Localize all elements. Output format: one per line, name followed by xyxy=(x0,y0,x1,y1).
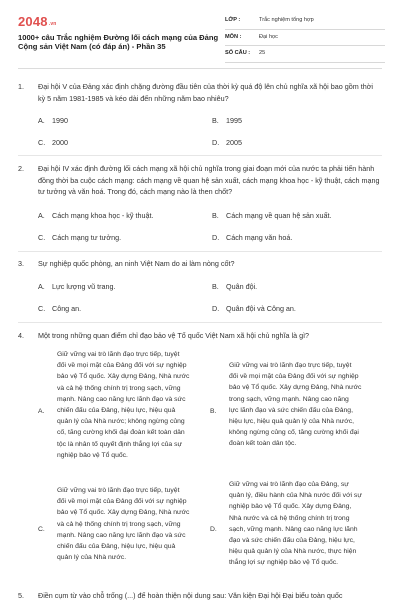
question-separator xyxy=(18,251,382,252)
question-number: 5. xyxy=(18,591,24,600)
option-line: đoàn kết toàn dân tộc. xyxy=(229,440,297,448)
option-line: không ngừng củng cố, tăng cường khối đại xyxy=(229,429,359,437)
option-line: đối về mọi mặt của Đảng đối với sự nghiệp xyxy=(57,362,187,370)
option-line: lực lãnh đạo và sức chiến đấu của Đảng, xyxy=(229,406,353,414)
document-title: 1000+ câu Trắc nghiệm Đường lối cách mạng của Đảng Cộng sản Việt Nam (có đáp án) - Phần 35 xyxy=(18,33,219,52)
option-3c[interactable] xyxy=(38,304,81,313)
option-line: quản lý, điều hành của Nhà nước đối với sự xyxy=(229,492,362,500)
info-key: LỚP : xyxy=(225,17,241,23)
option-letter: B. xyxy=(210,408,217,415)
question-4 xyxy=(18,330,382,342)
header-divider xyxy=(18,68,382,69)
option-line: Giữ vững vai trò lãnh đạo trực tiếp, tuyệt xyxy=(229,362,352,369)
option-line: chiến đấu của Đảng, hiệu lực, hiệu quả xyxy=(57,407,176,415)
option-letter: B. xyxy=(212,282,219,291)
option-3d[interactable] xyxy=(212,304,296,313)
question-3 xyxy=(18,258,382,270)
option-line: Nhà nước và cả hệ thống chính trị trong xyxy=(229,514,350,522)
info-row-class xyxy=(225,13,385,30)
option-text: Lực lượng vũ trang. xyxy=(52,282,116,291)
option-3a[interactable] xyxy=(38,282,115,291)
info-key: SỐ CÂU : xyxy=(225,50,251,56)
option-text: Cách mạng khoa học - kỹ thuật. xyxy=(52,211,154,220)
info-panel xyxy=(225,13,385,63)
option-text: Quân đội và Công an. xyxy=(226,304,296,313)
option-1a[interactable] xyxy=(38,116,68,125)
info-value: Đại học xyxy=(259,33,278,40)
question-number: 3. xyxy=(18,259,24,268)
option-line: tộc là nhân tố quyết định thắng lợi của sự xyxy=(57,440,183,448)
info-row-count xyxy=(225,46,385,63)
question-text: Sự nghiệp quốc phòng, an ninh Việt Nam do ai làm nòng cốt? xyxy=(38,259,235,268)
option-line: bảo vệ Tổ quốc. Xây dựng Đảng, Nhà nước xyxy=(57,373,190,381)
option-line: quản lý của Nhà nước. xyxy=(57,554,127,562)
option-text: Công an. xyxy=(52,304,82,313)
option-letter: D. xyxy=(212,304,220,313)
logo-suffix: .vn xyxy=(48,21,57,27)
info-key: MÔN : xyxy=(225,33,242,40)
option-2c[interactable] xyxy=(38,233,121,242)
option-text: Cách mạng tư tưởng. xyxy=(52,233,122,242)
option-line: đạo và sức chiến đấu của Đảng, hiệu lực, xyxy=(229,537,355,545)
question-number: 1. xyxy=(18,82,24,91)
option-line: đối về mọi mặt của Đảng đối với sự nghiệp xyxy=(57,498,187,506)
option-line: hiệu lực, hiệu quả quản lý của Nhà nước, xyxy=(229,418,355,426)
option-4b[interactable] xyxy=(210,360,390,460)
option-line: nghiệp bảo vệ Tổ quốc. xyxy=(57,451,128,459)
question-1 xyxy=(18,81,382,104)
option-text: 2005 xyxy=(226,138,242,147)
question-text: Điền cụm từ vào chỗ trống (...) để hoàn thiện nội dung sau: Văn kiện Đại hội Đại biểu toàn quốc xyxy=(38,591,343,600)
option-letter: A. xyxy=(38,116,45,125)
option-2d[interactable] xyxy=(212,233,292,242)
info-value: 25 xyxy=(259,50,266,56)
option-text xyxy=(57,485,189,563)
option-text: 1990 xyxy=(52,116,68,125)
option-line: chiến đấu của Đảng, hiệu lực, hiệu quả xyxy=(57,543,176,551)
option-line: bảo vệ Tổ quốc. Xây dựng Đảng, Nhà nước xyxy=(229,384,362,392)
option-letter: D. xyxy=(212,138,220,147)
option-line: hiệu quả quản lý của Nhà nước, thực hiện xyxy=(229,548,357,556)
option-text: 2000 xyxy=(52,138,68,147)
option-line: và cả hệ thống chính trị trong sạch, vững xyxy=(57,384,181,392)
option-letter: C. xyxy=(38,138,46,147)
option-1b[interactable] xyxy=(212,116,242,125)
question-2 xyxy=(18,163,382,198)
option-2a[interactable] xyxy=(38,211,153,220)
option-text: 1995 xyxy=(226,116,242,125)
option-line: và cả hệ thống chính trị trong sạch, vững xyxy=(57,520,181,528)
site-logo[interactable] xyxy=(18,14,57,29)
option-letter: B. xyxy=(212,211,219,220)
option-2b[interactable] xyxy=(212,211,332,220)
option-1c[interactable] xyxy=(38,138,68,147)
option-letter: C. xyxy=(38,304,46,313)
option-text xyxy=(229,360,361,450)
option-line: cố, tăng cường khối đại đoàn kết toàn dân xyxy=(57,429,185,437)
question-separator xyxy=(18,155,382,156)
option-line: mạnh. Nâng cao năng lực lãnh đạo và sức xyxy=(57,531,186,539)
question-separator xyxy=(18,322,382,323)
option-line: Giữ vững vai trò lãnh đạo trực tiếp, tuyệt xyxy=(57,487,180,494)
option-text xyxy=(229,479,362,569)
option-letter: B. xyxy=(212,116,219,125)
option-line: đối về mọi mặt của Đảng đối với sự nghiệp xyxy=(229,373,359,381)
option-letter: C. xyxy=(38,233,46,242)
question-text: Đại hội IV xác định đường lối cách mạng xã hội chủ nghĩa trong giai đoạn mới của nước ta phải tiến hành đồng thời ba cuộc cách mạng: cách mạng về quan hệ sản xuất, cách mạng khoa học - kỹ thuật, cách mạng tư tưởng và văn hoá. Trong đó, cách mạng nào là then chốt? xyxy=(38,164,380,197)
option-letter: D. xyxy=(210,526,217,533)
info-value: Trắc nghiệm tổng hợp xyxy=(259,17,314,23)
question-number: 2. xyxy=(18,164,24,173)
option-line: thắng lợi sự nghiệp bảo vệ Tổ quốc. xyxy=(229,559,339,567)
option-line: trong sạch, vững mạnh. Nâng cao năng xyxy=(229,395,349,403)
question-text: Một trong những quan điểm chỉ đạo bảo vệ Tổ quốc Việt Nam xã hội chủ nghĩa là gì? xyxy=(38,331,310,340)
option-3b[interactable] xyxy=(212,282,257,291)
option-letter: D. xyxy=(212,233,220,242)
option-text: Cách mạng về quan hệ sản xuất. xyxy=(226,211,332,220)
page-header xyxy=(0,0,400,62)
option-letter: A. xyxy=(38,211,45,220)
option-line: quản lý của Nhà nước; không ngừng củng xyxy=(57,418,185,426)
logo-text: 2048 xyxy=(18,14,48,29)
option-4d[interactable] xyxy=(210,479,390,579)
info-row-subject xyxy=(225,30,385,47)
option-line: mạnh. Nâng cao năng lực lãnh đạo và sức xyxy=(57,395,186,403)
option-line: sạch, vững mạnh. Nâng cao năng lực lãnh xyxy=(229,525,358,533)
option-1d[interactable] xyxy=(212,138,242,147)
option-letter: A. xyxy=(38,282,45,291)
option-4c[interactable] xyxy=(38,485,218,575)
option-letter: C. xyxy=(38,526,45,533)
option-line: nghiệp bảo vệ Tổ quốc. Xây dựng Đảng, xyxy=(229,503,352,511)
option-4a[interactable] xyxy=(38,349,218,469)
option-letter: A. xyxy=(38,408,45,415)
option-text: Cách mạng văn hoá. xyxy=(226,233,293,242)
question-text: Đại hội V của Đảng xác định chặng đường đầu tiên của thời kỳ quá độ lên chủ nghĩa xã hội bao gồm thời kỳ 5 năm 1981-1985 và kéo dài đến những năm bao nhiêu? xyxy=(38,82,374,103)
option-text: Quân đội. xyxy=(226,282,258,291)
option-line: bảo vệ Tổ quốc. Xây dựng Đảng, Nhà nước xyxy=(57,509,190,517)
option-line: Giữ vững vai trò lãnh đạo trực tiếp, tuyệt xyxy=(57,351,180,358)
question-number: 4. xyxy=(18,331,24,340)
option-line: Giữ vững vai trò lãnh đạo của Đảng, sự xyxy=(229,481,349,488)
option-text xyxy=(57,349,189,461)
